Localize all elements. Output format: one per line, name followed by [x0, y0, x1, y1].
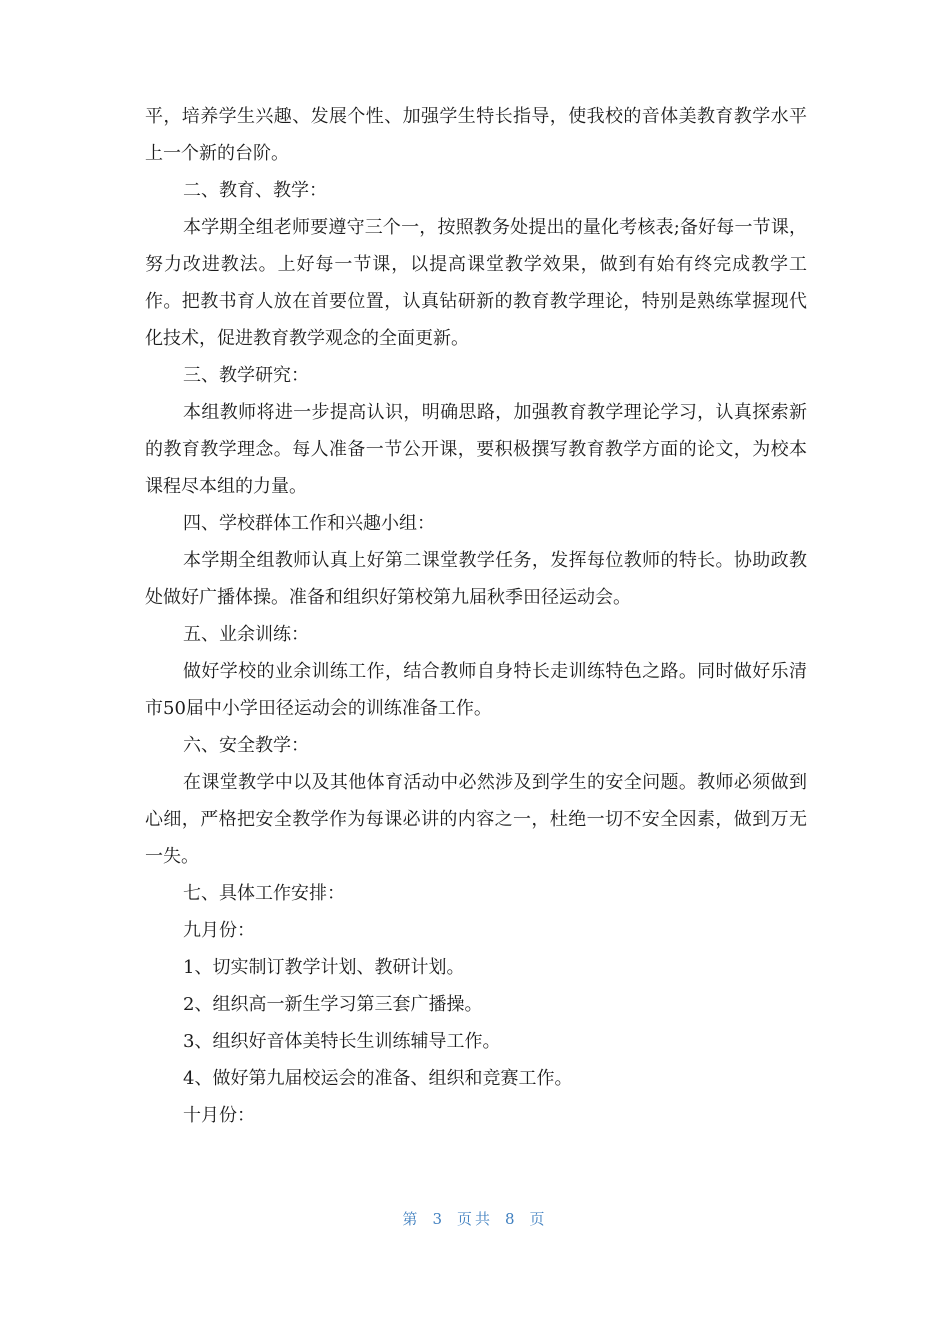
list-item: 4、做好第九届校运会的准备、组织和竞赛工作。: [183, 1068, 573, 1089]
paragraph-safety: 在课堂教学中以及其他体育活动中必然涉及到学生的安全问题。教师必须做到心细，严格把安全教学作为每课必讲的内容之一，杜绝一切不安全因素，做到万无一失。: [145, 772, 807, 867]
list-item: 1、切实制订教学计划、教研计划。: [183, 957, 465, 978]
list-item: 2、组织高一新生学习第三套广播操。: [183, 994, 483, 1015]
paragraph-1: 平，培养学生兴趣、发展个性、加强学生特长指导，使我校的音体美教育教学水平上一个新的台阶。: [145, 106, 807, 164]
paragraph-teaching: 本学期全组老师要遵守三个一，按照教务处提出的量化考核表;备好每一节课，努力改进教法。上好每一节课，以提高课堂教学效果，做到有始有终完成教学工作。把教书育人放在首要位置，认真钻研新的教育教学理论，特别是熟练掌握现代化技术，促进教育教学观念的全面更新。: [145, 217, 807, 349]
footer-current-page: 3: [432, 1210, 445, 1228]
footer-total-pages: 8: [505, 1210, 518, 1228]
list-item: 3、组织好音体美特长生训练辅导工作。: [183, 1031, 501, 1052]
month-october: 十月份：: [183, 1105, 255, 1126]
month-september: 九月份：: [183, 920, 255, 941]
section-heading-teaching: 二、教育、教学：: [183, 180, 327, 201]
section-heading-training: 五、业余训练：: [183, 624, 309, 645]
section-heading-safety: 六、安全教学：: [183, 735, 309, 756]
section-heading-research: 三、教学研究：: [183, 365, 309, 386]
document-body: [145, 98, 807, 1134]
paragraph-training: 做好学校的业余训练工作，结合教师自身特长走训练特色之路。同时做好乐清市50届中小学田径运动会的训练准备工作。: [145, 661, 807, 719]
page-footer: [0, 1208, 950, 1229]
footer-prefix: 第: [402, 1210, 421, 1228]
section-heading-group-work: 四、学校群体工作和兴趣小组：: [183, 513, 435, 534]
section-heading-schedule: 七、具体工作安排：: [183, 883, 345, 904]
paragraph-group-work: 本学期全组教师认真上好第二课堂教学任务，发挥每位教师的特长。协助政教处做好广播体操。准备和组织好第校第九届秋季田径运动会。: [145, 550, 807, 608]
paragraph-research: 本组教师将进一步提高认识，明确思路，加强教育教学理论学习，认真探索新的教育教学理念。每人准备一节公开课，要积极撰写教育教学方面的论文，为校本课程尽本组的力量。: [145, 402, 807, 497]
footer-suffix: 页: [529, 1210, 548, 1228]
footer-middle: 页共: [456, 1210, 493, 1228]
